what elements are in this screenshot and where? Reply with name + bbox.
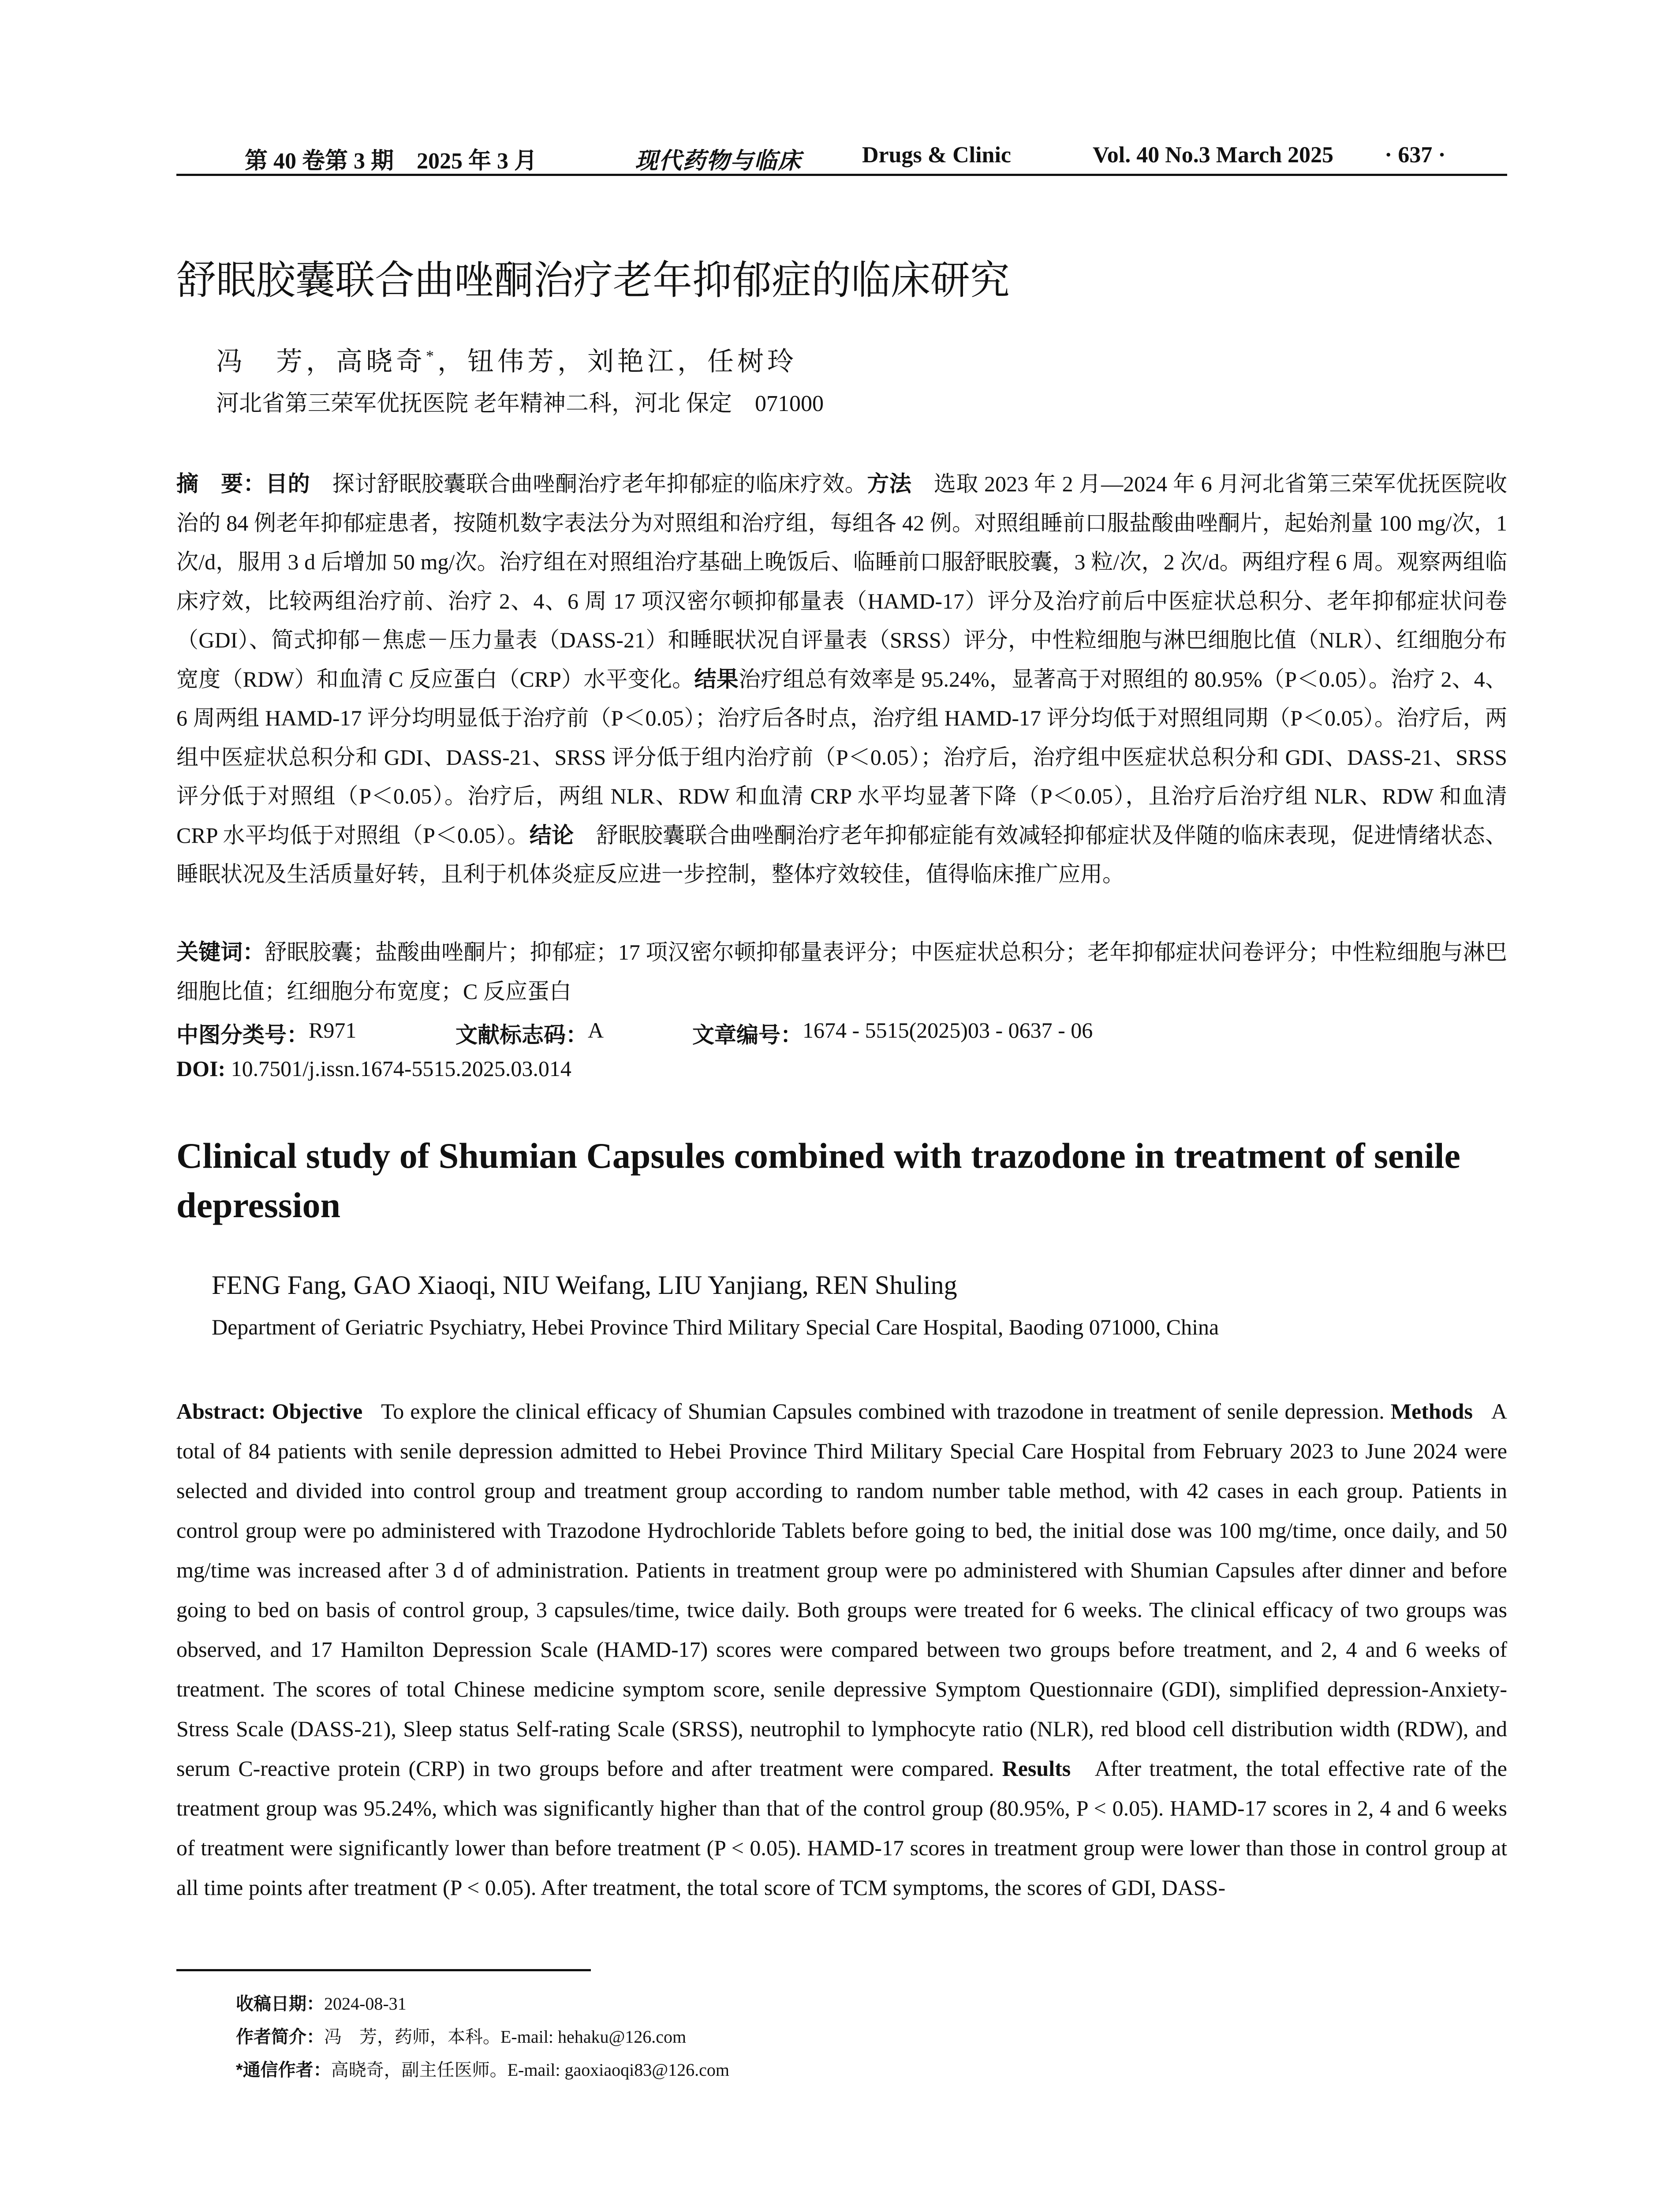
journal-name-en: Drugs & Clinic <box>862 142 1011 168</box>
doi-value[interactable]: 10.7501/j.issn.1674-5515.2025.03.014 <box>231 1056 571 1081</box>
received-label: 收稿日期： <box>236 1994 324 2014</box>
doi-label: DOI: <box>176 1056 226 1081</box>
footnote-divider <box>176 1969 591 1971</box>
authors-en: FENG Fang, GAO Xiaoqi, NIU Weifang, LIU Yanjiang, REN Shuling <box>212 1271 957 1300</box>
clc-label: 中图分类号： <box>176 1023 309 1047</box>
methods-label-cn: 方法 <box>867 471 912 496</box>
abstract-en <box>176 1391 1507 1907</box>
authors-cn-part-1: 冯 芳，高晓奇 <box>216 347 426 376</box>
doi-line <box>176 1056 571 1081</box>
results-label-en: Results <box>1002 1756 1071 1781</box>
abstract-en-label: Abstract: <box>176 1399 266 1424</box>
objective-text-en: To explore the clinical efficacy of Shumian Capsules combined with trazodone in treatment of senile depression. <box>381 1399 1385 1424</box>
clc-value: R971 <box>309 1018 357 1043</box>
received-date: 2024-08-31 <box>324 1994 407 2014</box>
methods-label-en: Methods <box>1390 1399 1473 1424</box>
article-number-label: 文章编号： <box>692 1023 803 1047</box>
page-number: · 637 · <box>1385 142 1446 168</box>
objective-text-cn: 探讨舒眠胶囊联合曲唑酮治疗老年抑郁症的临床疗效。 <box>332 471 867 496</box>
footnote-corresponding <box>236 2056 729 2081</box>
journal-name-cn: 现代药物与临床 <box>635 149 802 174</box>
conclusion-text-cn: 舒眠胶囊联合曲唑酮治疗老年抑郁症能有效减轻抑郁症状及伴随的临床表现，促进情绪状态、睡眠状况及生活质量好转，且利于机体炎症反应进一步控制，整体疗效较佳，值得临床推广应用。 <box>176 822 1508 886</box>
corresponding-author: 高晓奇，副主任医师。E-mail: gaoxiaoqi83@126.com <box>331 2060 729 2080</box>
keywords-text-cn: 舒眠胶囊；盐酸曲唑酮片；抑郁症；17 项汉密尔顿抑郁量表评分；中医症状总积分；老年抑郁症状问卷评分；中性粒细胞与淋巴细胞比值；红细胞分布宽度；C 反应蛋白 <box>176 940 1508 1004</box>
abstract-cn-label: 摘 要： <box>176 471 266 496</box>
results-label-cn: 结果 <box>694 666 739 691</box>
keywords-label-cn: 关键词： <box>176 940 265 964</box>
issue-info-en: Vol. 40 No.3 March 2025 <box>1093 142 1333 168</box>
author-bio: 冯 芳，药师，本科。E-mail: hehaku@126.com <box>324 2027 687 2047</box>
keywords-cn <box>176 933 1507 1011</box>
methods-text-en: A total of 84 patients with senile depression admitted to Hebei Province Third Military Special Care Hospital from February 2023 to June 2024 were selected and divided into control group and treatment group according to random number table method, with 42 cases in each group. Patients in control group were po administered with Trazodone Hydrochloride Tablets before going to bed, the initial dose was 100 mg/time, once daily, and 50 mg/time was increased after 3 d of administration. Patients in treatment group were po administered with Shumian Capsules after dinner and before going to bed on basis of control group, 3 capsules/time, twice daily. Both groups were treated for 6 weeks. The clinical efficacy of two groups was observed, and 17 Hamilton Depression Scale (HAMD-17) scores were compared between two groups before treatment, and 2, 4 and 6 weeks of treatment. The scores of total Chinese medicine symptom score, senile depressive Symptom Questionnaire (GDI), simplified depression-Anxiety-Stress Scale (DASS-21), Sleep status Self-rating Scale (SRSS), neutrophil to lymphocyte ratio (NLR), red blood cell distribution width (RDW), and serum C-reactive protein (CRP) in two groups before and after treatment were compared. <box>176 1399 1508 1781</box>
affiliation-en: Department of Geriatric Psychiatry, Hebei Province Third Military Special Care Hospital, Baoding 071000, China <box>212 1315 1219 1339</box>
authors-cn-part-2: ，钮伟芳，刘艳江，任树玲 <box>437 347 797 376</box>
results-text-cn: 治疗组总有效率是 95.24%，显著高于对照组的 80.95%（P＜0.05）。治疗 2、4、6 周两组 HAMD-17 评分均明显低于治疗前（P＜0.05）；治疗后各时点，治疗组 HAMD-17 评分均低于对照组同期（P＜0.05）。治疗后，两组中医症状总积分和 GDI、DASS-21、SRSS 评分低于组内治疗前（P＜0.05）；治疗后，治疗组中医症状总积分和 GDI、DASS-21、SRSS 评分低于对照组（P＜0.05）。治疗后，两组 NLR、RDW 和血清 CRP 水平均显著下降（P＜0.05），且治疗后治疗组 NLR、RDW 和血清 CRP 水平均低于对照组（P＜0.05）。 <box>176 666 1508 848</box>
methods-text-cn: 选取 2023 年 2 月—2024 年 6 月河北省第三荣军优抚医院收治的 84 例老年抑郁症患者，按随机数字表法分为对照组和治疗组，每组各 42 例。对照组睡前口服盐酸曲唑酮片，起始剂量 100 mg/次，1 次/d，服用 3 d 后增加 50 mg/次。治疗组在对照组治疗基础上晚饭后、临睡前口服舒眠胶囊，3 粒/次，2 次/d。两组疗程 6 周。观察两组临床疗效，比较两组治疗前、治疗 2、4、6 周 17 项汉密尔顿抑郁量表（HAMD-17）评分及治疗前后中医症状总积分、老年抑郁症状问卷（GDI）、简式抑郁－焦虑－压力量表（DASS-21）和睡眠状况自评量表（SRSS）评分，中性粒细胞与淋巴细胞比值（NLR）、红细胞分布宽度（RDW）和血清 C 反应蛋白（CRP）水平变化。 <box>176 471 1508 691</box>
corresponding-mark: * <box>426 347 437 365</box>
corresponding-label: *通信作者： <box>236 2060 331 2080</box>
abstract-cn <box>176 464 1507 894</box>
authors-cn <box>216 340 797 378</box>
article-title-en: Clinical study of Shumian Capsules combined with trazodone in treatment of senile depression <box>176 1136 1460 1225</box>
running-header <box>176 142 1507 176</box>
footnote-received <box>236 1990 407 2015</box>
document-code-label: 文献标志码： <box>455 1023 588 1047</box>
results-text-en: After treatment, the total effective rate of the treatment group was 95.24%, which was significantly higher than that of the control group (80.95%, P < 0.05). HAMD-17 scores in 2, 4 and 6 weeks of treatment were significantly lower than before treatment (P < 0.05). HAMD-17 scores in treatment group were lower than those in control group at all time points after treatment (P < 0.05). After treatment, the total score of TCM symptoms, the scores of GDI, DASS- <box>176 1756 1508 1900</box>
conclusion-label-cn: 结论 <box>529 822 574 848</box>
author-bio-label: 作者简介： <box>236 2027 324 2047</box>
document-code <box>455 1017 604 1049</box>
affiliation-cn: 河北省第三荣军优抚医院 老年精神二科，河北 保定 071000 <box>216 391 824 416</box>
article-title-cn: 舒眠胶囊联合曲唑酮治疗老年抑郁症的临床研究 <box>176 258 1010 303</box>
footnote-author <box>236 2023 686 2048</box>
article-number-value: 1674 - 5515(2025)03 - 0637 - 06 <box>803 1018 1093 1043</box>
issue-info-cn: 第 40 卷第 3 期 2025 年 3 月 <box>245 149 538 174</box>
objective-label-en: Objective <box>272 1399 363 1424</box>
clc-number <box>176 1017 357 1049</box>
article-number <box>692 1017 1093 1049</box>
document-code-value: A <box>588 1018 604 1043</box>
objective-label-cn: 目的 <box>265 471 310 496</box>
